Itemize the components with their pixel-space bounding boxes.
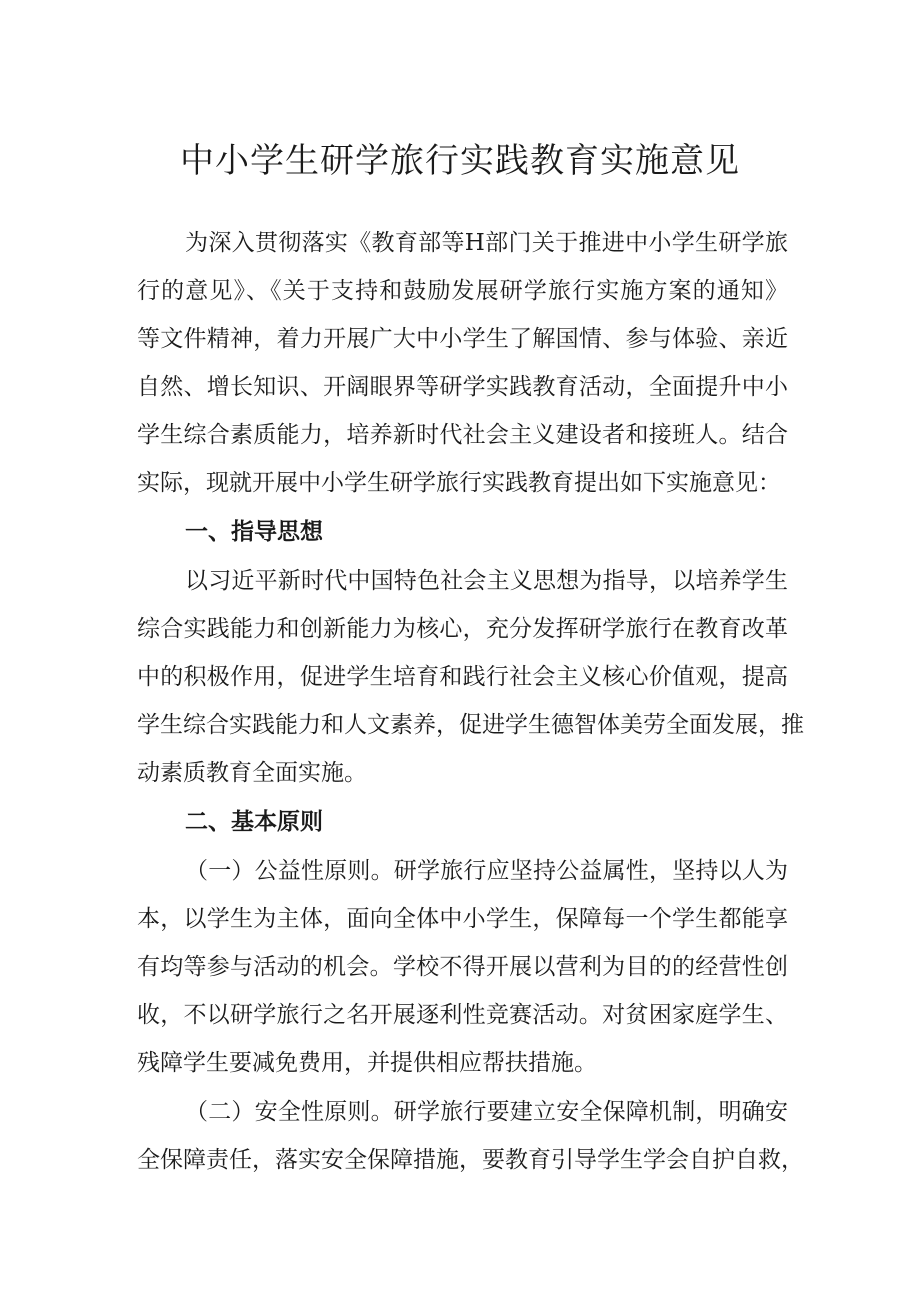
section1-line: 以习近平新时代中国特色社会主义思想为指导，以培养学生 — [185, 568, 788, 594]
intro-line: 学生综合素质能力，培养新时代社会主义建设者和接班人。结合 — [137, 422, 788, 448]
document-title: 中小学生研学旅行实践教育实施意见 — [180, 141, 740, 181]
principle-public-welfare-line: 残障学生要减免费用，并提供相应帮扶措施。 — [137, 1050, 597, 1076]
principle-safety-line: （二）安全性原则。研学旅行要建立安全保障机制，明确安 — [185, 1099, 788, 1125]
principle-public-welfare-line: 本，以学生为主体，面向全体中小学生，保障每一个学生都能享 — [137, 906, 788, 932]
intro-line: 自然、增长知识、开阔眼界等研学实践教育活动，全面提升中小 — [137, 374, 788, 400]
intro-line: 等文件精神，着力开展广大中小学生了解国情、参与体验、亲近 — [137, 326, 788, 352]
section1-line: 综合实践能力和创新能力为核心，充分发挥研学旅行在教育改革 — [137, 616, 788, 642]
section1-line: 动素质教育全面实施。 — [137, 760, 367, 786]
intro-line: 实际，现就开展中小学生研学旅行实践教育提出如下实施意见： — [137, 470, 781, 496]
principle-public-welfare-line: （一）公益性原则。研学旅行应坚持公益属性，坚持以人为 — [185, 858, 788, 884]
principle-public-welfare-line: 有均等参与活动的机会。学校不得开展以营利为目的的经营性创 — [137, 954, 788, 980]
section1-line: 学生综合实践能力和人文素养，促进学生德智体美劳全面发展，推 — [137, 712, 804, 738]
principle-safety-line: 全保障责任，落实安全保障措施，要教育引导学生学会自护自救， — [137, 1147, 804, 1173]
intro-line: 行的意见》、《关于支持和鼓励发展研学旅行实施方案的通知》 — [137, 278, 788, 304]
section1-line: 中的积极作用，促进学生培育和践行社会主义核心价值观，提高 — [137, 664, 788, 690]
section-heading-basic-principles: 二、基本原则 — [185, 809, 323, 835]
intro-line: 为深入贯彻落实《教育部等H部门关于推进中小学生研学旅 — [185, 230, 788, 256]
section-heading-guiding-thought: 一、指导思想 — [185, 519, 323, 545]
principle-public-welfare-line: 收，不以研学旅行之名开展逐利性竞赛活动。对贫困家庭学生、 — [137, 1002, 788, 1028]
